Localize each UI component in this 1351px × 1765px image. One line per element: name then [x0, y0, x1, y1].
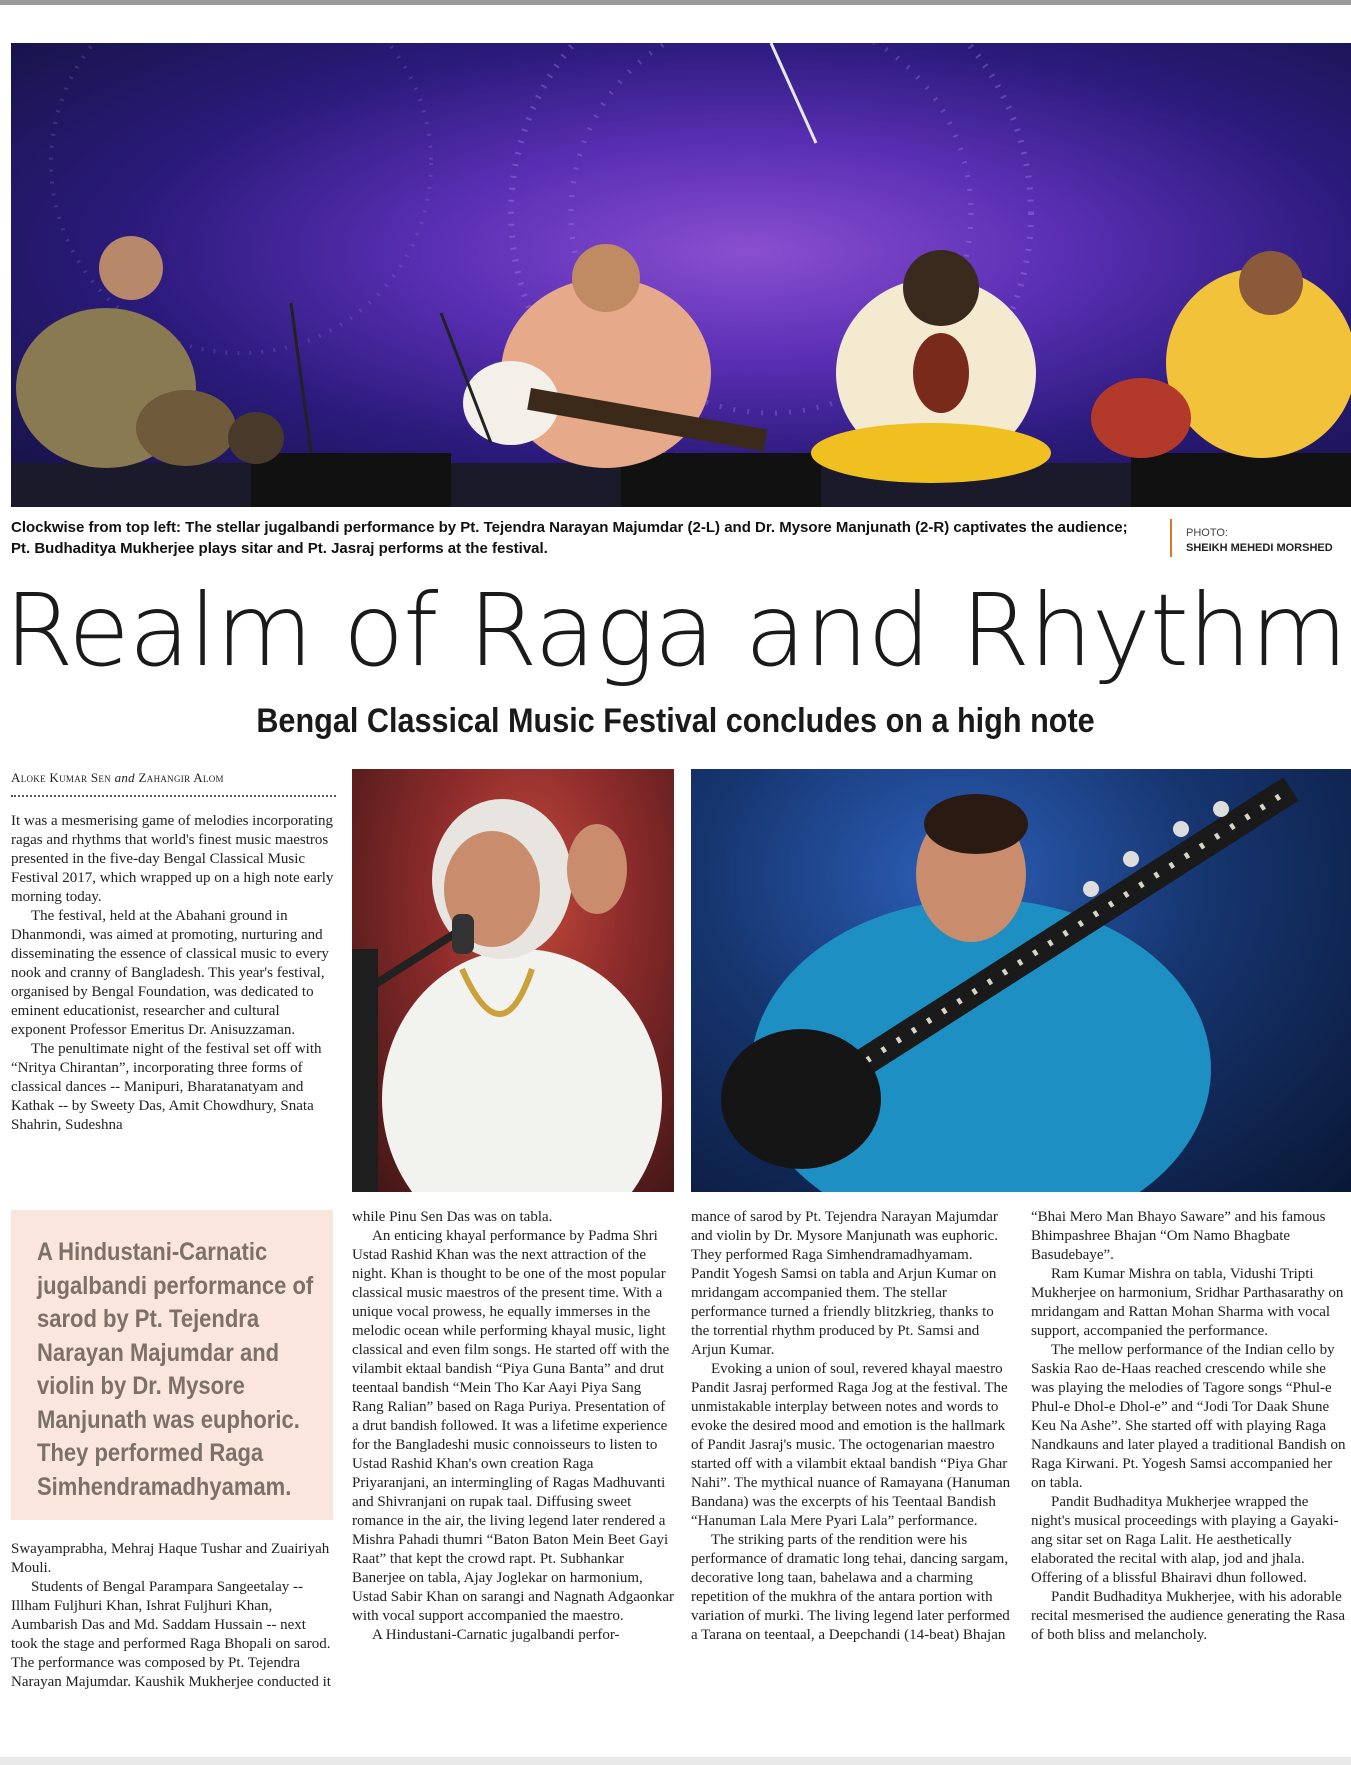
photo-credit	[1186, 526, 1333, 556]
pull-quote-text: A Hindustani-Carnatic jugalbandi performance of sarod by Pt. Tejendra Narayan Majumdar and violin by Dr. Mysore Manjunath was euphoric. They performed Raga Simhendramadhyamam.	[37, 1238, 314, 1501]
article-paragraph: Evoking a union of soul, revered khayal maestro Pandit Jasraj performed Raga Jog at the festival. The unmistakable interplay between notes and words to evoke the desired mood and emotion is the hallmark of Pandit Jasraj's music. The octogenarian maestro started off with a vilambit ektaal bandish “Piya Ghar Nahi”. The mythical nuance of Ramayana (Hanuman Bandana) was the excerpts of his Teentaal Bandish “Hanuman Lala Mere Pyari Lala” performance.	[691, 1361, 1011, 1529]
top-rule	[0, 0, 1351, 5]
article-paragraph: Pandit Budhaditya Mukherjee, with his adorable recital mesmerised the audience generating the Rasa of both bliss and melancholy.	[1031, 1589, 1346, 1643]
byline-rule	[11, 795, 336, 797]
article-paragraph: The festival, held at the Abahani ground in Dhanmondi, was aimed at promoting, nurturing and disseminating the essence of classical music to every nook and cranny of Bangladesh. This year's festival, organised by Bengal Foundation, was dedicated to eminent educationist, researcher and cultural exponent Professor Emeritus Dr. Anisuzzaman.	[11, 908, 329, 1038]
caption-line-1: Clockwise from top left: The stellar jugalbandi performance by Pt. Tejendra Narayan Majumdar (2-L) and Dr. Mysore Manjunath (2-R) captivates the audience;	[11, 519, 1128, 536]
byline-author-2: Zahangir Alom	[138, 770, 224, 785]
subheadline: Bengal Classical Music Festival concludes on a high note	[256, 702, 1095, 740]
article-column-1-bottom	[11, 1540, 336, 1692]
musicians-on-stage-photo	[11, 43, 1351, 507]
article-paragraph: while Pinu Sen Das was on tabla.	[352, 1209, 553, 1225]
caption-line-2: Pt. Budhaditya Mukherjee plays sitar and Pt. Jasraj performs at the festival.	[11, 540, 548, 557]
sitar-player-photo	[691, 769, 1351, 1192]
article-paragraph: Students of Bengal Parampara Sangeetalay -- Illham Fuljhuri Khan, Ishrat Fuljhuri Khan, Aumbarish Das and Md. Saddam Hussain -- next took the stage and performed Raga Bhopali on sarod. The performance was composed by Pt. Tejendra Narayan Majumdar. Kaushik Mukherjee conducted it	[11, 1579, 331, 1690]
byline-author-1: Aloke Kumar Sen	[11, 770, 112, 785]
article-paragraph: Ram Kumar Mishra on tabla, Vidushi Tripti Mukherjee on harmonium, Sridhar Parthasarathy on mridangam and Rattan Mohan Sharma with vocal support, accompanied the performance.	[1031, 1266, 1344, 1339]
pull-quote	[11, 1210, 333, 1520]
bottom-rule	[0, 1757, 1351, 1765]
photo-caption	[11, 517, 1161, 559]
article-paragraph: The mellow performance of the Indian cello by Saskia Rao de-Haas reached crescendo while she was playing the melodies of Tagore songs “Phul-e Phul-e Dhol-e Dhol-e” and “Jodi Tor Daak Shune Keu Na Ashe”. She started off with playing Raga Nandkauns and later played a traditional Bandish on Raga Kirwani. Pt. Yogesh Samsi accompanied her on tabla.	[1031, 1342, 1346, 1491]
byline	[11, 770, 336, 786]
article-paragraph: Pandit Budhaditya Mukherjee wrapped the night's musical proceedings with playing a Gayaki-ang sitar set on Raga Lalit. He aesthetically elaborated the recital with alap, jod and jhala. Offering of a blissful Bhairavi dhun followed.	[1031, 1494, 1339, 1586]
article-column-3	[691, 1208, 1013, 1645]
article-paragraph: The striking parts of the rendition were his performance of dramatic long tehai, dancing sargam, decorative long taan, bahelawa and a charming repetition of the mukhra of the antara portion with variation of murki. The living legend later performed a Tarana on teentaal, a Deepchandi (14-beat) Bhajan	[691, 1532, 1010, 1643]
article-paragraph: It was a mesmerising game of melodies incorporating ragas and rhythms that world's finest music maestros presented in the five-day Bengal Classical Music Festival 2017, which wrapped up on a high note early morning today.	[11, 813, 334, 905]
byline-conjunction: and	[114, 770, 135, 785]
article-column-2	[352, 1208, 674, 1645]
credit-divider	[1170, 519, 1172, 557]
singer-photo	[352, 769, 674, 1192]
article-column-1-top	[11, 812, 336, 1135]
article-paragraph: “Bhai Mero Man Bhayo Saware” and his famous Bhimpashree Bhajan “Om Namo Bhagbate Basudebaye”.	[1031, 1209, 1326, 1263]
article-paragraph: An enticing khayal performance by Padma Shri Ustad Rashid Khan was the next attraction of the night. Khan is thought to be one of the most popular classical music maestros of the present time. With a unique vocal prowess, he equally immerses in the melodic ocean while performing khayal music, light classical and even film songs. He started off with the vilambit ektaal bandish “Piya Guna Banta” and drut teentaal bandish “Mein Tho Kar Aayi Piya Sang Rang Ralian” based on Raga Puriya. Presentation of a drut bandish followed. It was a lifetime experience for the Bangladeshi music connoisseurs to listen to Ustad Rashid Khan's own creation Raga Priyaranjani, an intermingling of Ragas Madhuvanti and Shivranjani on rupak taal. Diffusing sweet romance in the air, the living legend later rendered a Mishra Pahadi thumri “Baton Baton Mein Beet Gayi Raat” that kept the crowd rapt. Pt. Subhankar Banerjee on tabla, Ajay Joglekar on harmonium, Ustad Sabir Khan on sarangi and Nagnath Adgaonkar with vocal support accompanied the maestro.	[352, 1228, 675, 1624]
article-paragraph: The penultimate night of the festival set off with “Nritya Chirantan”, incorporating three forms of classical dances -- Manipuri, Bharatanatyam and Kathak -- by Sweety Das, Amit Chowdhury, Snata Shahrin, Sudeshna	[11, 1041, 322, 1133]
article-column-4	[1031, 1208, 1349, 1645]
photo-credit-name: SHEIKH MEHEDI MORSHED	[1186, 542, 1333, 554]
headline: Realm of Raga and Rhythm	[4, 572, 1347, 689]
article-paragraph: A Hindustani-Carnatic jugalbandi perfor-	[372, 1627, 620, 1643]
photo-credit-label: PHOTO:	[1186, 527, 1228, 539]
article-paragraph: mance of sarod by Pt. Tejendra Narayan Majumdar and violin by Dr. Mysore Manjunath was euphoric. They performed Raga Simhendramadhyamam. Pandit Yogesh Samsi on tabla and Arjun Kumar on mridangam accompanied them. The stellar performance turned a friendly blitzkrieg, thanks to the torrential rhythm produced by Pt. Samsi and Arjun Kumar.	[691, 1209, 999, 1358]
article-paragraph: Swayamprabha, Mehraj Haque Tushar and Zuairiyah Mouli.	[11, 1541, 330, 1576]
